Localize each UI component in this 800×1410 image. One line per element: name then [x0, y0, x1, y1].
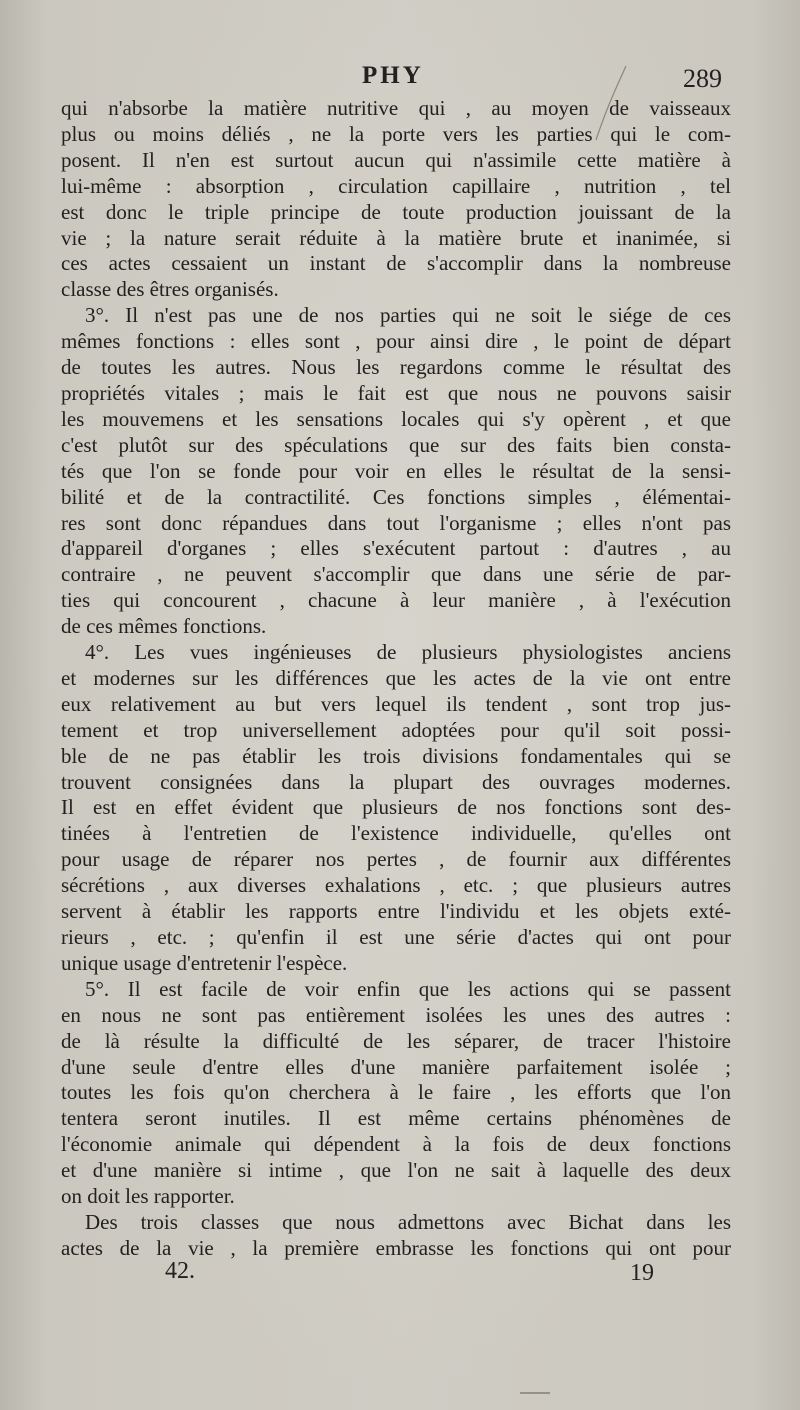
text-line: c'est plutôt sur des spéculations que sur des faits bien consta-: [61, 432, 731, 457]
text-line: pour usage de réparer nos pertes , de fournir aux différentes: [61, 847, 731, 872]
text-line: d'appareil d'organes ; elles s'exécutent partout : d'autres , au: [61, 536, 731, 561]
text-line: Il est en effet évident que plusieurs de nos fonctions sont des-: [61, 795, 731, 820]
text-line: contraire , ne peuvent s'accomplir que dans une série de par-: [61, 562, 731, 587]
text-line: tinées à l'entretien de l'existence individuelle, qu'elles ont: [61, 821, 731, 846]
text-line: ties qui concourent , chacune à leur manière , à l'exécution: [61, 588, 731, 613]
page-header: [0, 60, 800, 100]
paragraph-start-line: Des trois classes que nous admettons avec Bichat dans les: [85, 1209, 731, 1234]
running-head: PHY: [362, 62, 424, 89]
text-line: vie ; la nature serait réduite à la matière brute et inanimée, si: [61, 225, 731, 250]
text-line: l'économie animale qui dépendent à la fois de deux fonctions: [61, 1132, 731, 1157]
text-line: tentera seront inutiles. Il est même certains phénomènes de: [61, 1106, 731, 1131]
text-line: eux relativement au but vers lequel ils tendent , sont trop jus-: [61, 691, 731, 716]
text-line: plus ou moins déliés , ne la porte vers les parties qui le com-: [61, 121, 731, 146]
text-line: ble de ne pas établir les trois divisions fondamentales qui se: [61, 743, 731, 768]
text-line: d'une seule d'entre elles d'une manière parfaitement isolée ;: [61, 1054, 731, 1079]
page-footer: [0, 1258, 800, 1298]
text-line: on doit les rapporter.: [61, 1184, 235, 1209]
text-line: actes de la vie , la première embrasse les fonctions qui ont pour: [61, 1235, 731, 1260]
text-line: sécrétions , aux diverses exhalations , etc. ; que plusieurs autres: [61, 873, 731, 898]
text-line: res sont donc répandues dans tout l'organisme ; elles n'ont pas: [61, 510, 731, 535]
text-line: trouvent consignées dans la plupart des ouvrages modernes.: [61, 769, 731, 794]
ink-smudge-mark: [520, 1392, 550, 1394]
text-line: de ces mêmes fonctions.: [61, 614, 267, 639]
text-line: toutes les fois qu'on cherchera à le faire , les efforts que l'on: [61, 1080, 731, 1105]
text-line: en nous ne sont pas entièrement isolées les unes des autres :: [61, 1002, 731, 1027]
text-line: mêmes fonctions : elles sont , pour ainsi dire , le point de départ: [61, 329, 731, 354]
text-line: de toutes les autres. Nous les regardons comme le résultat des: [61, 355, 731, 380]
body-text: [61, 96, 731, 1262]
text-line: posent. Il n'en est surtout aucun qui n'assimile cette matière à: [61, 147, 731, 172]
text-line: et modernes sur les différences que les actes de la vie ont entre: [61, 665, 731, 690]
text-line: est donc le triple principe de toute production jouissant de la: [61, 199, 731, 224]
text-line: propriétés vitales ; mais le fait est que nous ne pouvons saisir: [61, 380, 731, 405]
page-number: 289: [683, 64, 722, 93]
text-line: ces actes cessaient un instant de s'accomplir dans la nombreuse: [61, 251, 731, 276]
text-line: bilité et de la contractilité. Ces fonctions simples , élémentai-: [61, 484, 731, 509]
text-line: servent à établir les rapports entre l'individu et les objets exté-: [61, 899, 731, 924]
text-line: lui-même : absorption , circulation capillaire , nutrition , tel: [61, 173, 731, 198]
paragraph-start-line: 3°. Il n'est pas une de nos parties qui ne soit le siége de ces: [85, 303, 731, 328]
text-line: les mouvemens et les sensations locales qui s'y opèrent , et que: [61, 406, 731, 431]
paragraph-start-line: 4°. Les vues ingénieuses de plusieurs physiologistes anciens: [85, 640, 731, 665]
text-line: et d'une manière si intime , que l'on ne sait à laquelle des deux: [61, 1158, 731, 1183]
signature-mark: 42.: [165, 1258, 195, 1284]
text-line: de là résulte la difficulté de les séparer, de tracer l'histoire: [61, 1028, 731, 1053]
paragraph-start-line: 5°. Il est facile de voir enfin que les actions qui se passent: [85, 976, 731, 1001]
text-line: rieurs , etc. ; qu'enfin il est une série d'actes qui ont pour: [61, 925, 731, 949]
sheet-number: 19: [630, 1260, 654, 1286]
text-line: unique usage d'entretenir l'espèce.: [61, 950, 348, 975]
text-line: tement et trop universellement adoptées pour qu'il soit possi-: [61, 717, 731, 742]
text-line: classe des êtres organisés.: [61, 277, 279, 302]
text-line: qui n'absorbe la matière nutritive qui , au moyen de vaisseaux: [61, 96, 731, 120]
text-line: tés que l'on se fonde pour voir en elles le résultat de la sensi-: [61, 458, 731, 483]
